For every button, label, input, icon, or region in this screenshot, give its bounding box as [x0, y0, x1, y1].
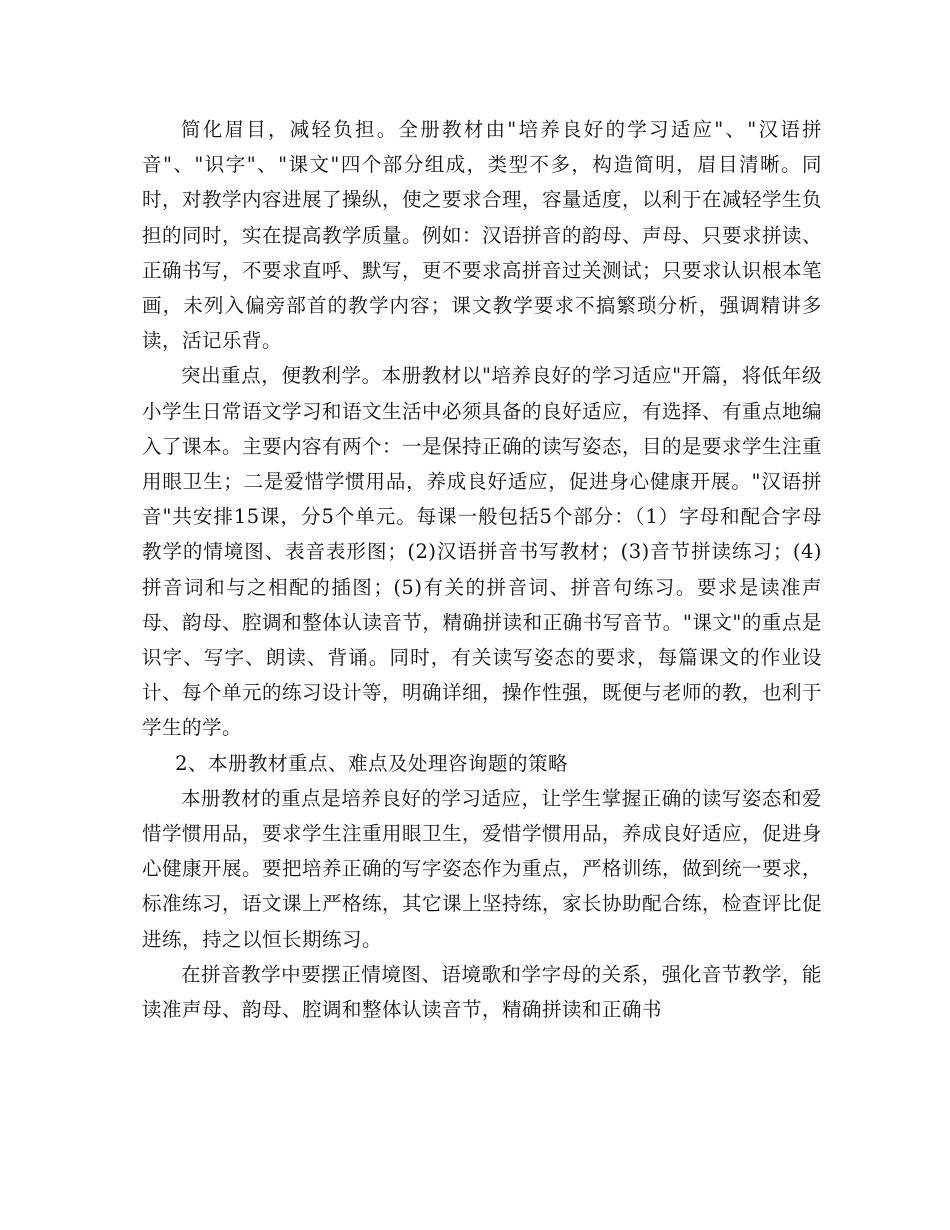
section-heading: 2、本册教材重点、难点及处理咨询题的策略: [175, 751, 569, 775]
document-body: [142, 112, 822, 1027]
paragraph-key-points: 本册教材的重点是培养良好的学习适应，让学生掌握正确的读写姿态和爱惜学惯用品，要求学生注重用眼卫生，爱惜学惯用品，养成良好适应，促进身心健康开展。要把培养正确的写字姿态作为重点，严格训练，做到统一要求，标准练习，语文课上严格练，其它课上坚持练，家长协助配合练，检查评比促进练，持之以恒长期练习。: [142, 786, 823, 951]
paragraph-pinyin-teaching: 在拼音教学中要摆正情境图、语境歌和学字母的关系，强化音节教学，能读准声母、韵母、腔调和整体认读音节，精确拼读和正确书: [142, 962, 822, 1022]
paragraph-simplify: 简化眉目，减轻负担。全册教材由"培养良好的学习适应"、"汉语拼音"、"识字"、"课文"四个部分组成，类型不多，构造简明，眉目清晰。同时，对教学内容进展了操纵，使之要求合理，容量适度，以利于在减轻学生负担的同时，实在提高教学质量。例如：汉语拼音的韵母、声母、只要求拼读、正确书写，不要求直呼、默写，更不要求高拼音过关测试；只要求认识根本笔画，未列入偏旁部首的教学内容；课文教学要求不搞繁琐分析，强调精讲多读，活记乐背。: [142, 118, 823, 353]
paragraph-focus: 突出重点，便教利学。本册教材以"培养良好的学习适应"开篇，将低年级小学生日常语文学习和语文生活中必须具备的良好适应，有选择、有重点地编入了课本。主要内容有两个：一是保持正确的读写姿态，目的是要求学生注重用眼卫生；二是爱惜学惯用品，养成良好适应，促进身心健康开展。"汉语拼音"共安排15课，分5个单元。每课一般包括5个部分：（1）字母和配合字母教学的情境图、表音表形图；(2)汉语拼音书写教材；(3)音节拼读练习；(4)拼音词和与之相配的插图；(5)有关的拼音词、拼音句练习。要求是读准声母、韵母、腔调和整体认读音节，精确拼读和正确书写音节。"课文"的重点是识字、写字、朗读、背诵。同时，有关读写姿态的要求，每篇课文的作业设计、每个单元的练习设计等，明确详细，操作性强，既便与老师的教，也利于学生的学。: [142, 364, 823, 740]
